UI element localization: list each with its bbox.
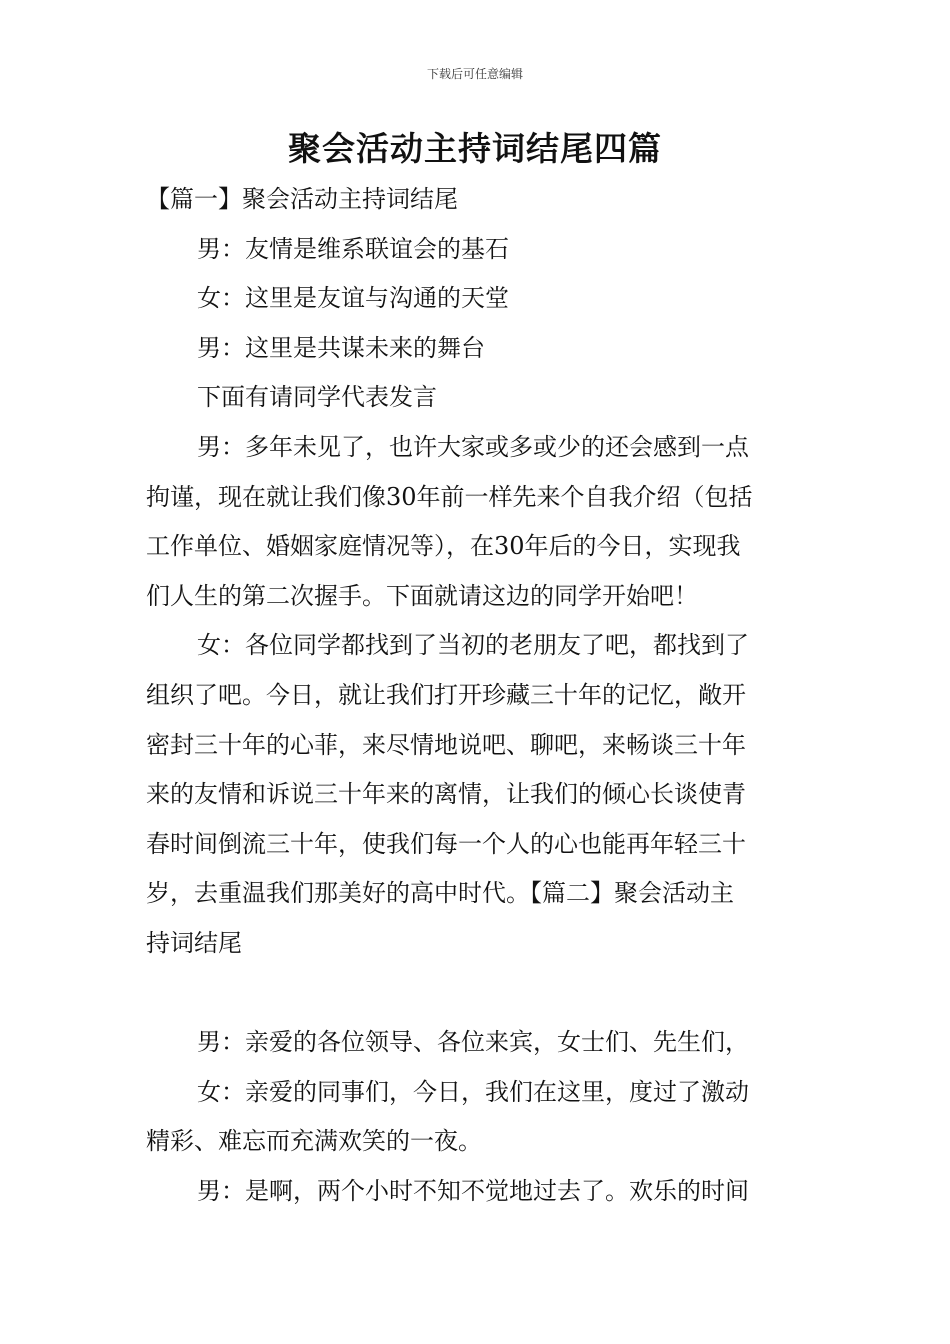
page-header-note: 下载后可任意编辑 xyxy=(426,67,523,81)
section-heading: 【篇一】聚会活动主持词结尾 xyxy=(146,185,458,213)
paragraph-line: 来的友情和诉说三十年来的离情，让我们的倾心长谈使青 xyxy=(146,780,746,809)
paragraph-gap xyxy=(146,969,812,1019)
dialogue-line: 女：亲爱的同事们，今日，我们在这里，度过了激动 xyxy=(197,1077,749,1106)
paragraph-line: 工作单位、婚姻家庭情况等），在30年后的今日，实现我 xyxy=(146,532,741,561)
paragraph-line: 男：多年未见了，也许大家或多或少的还会感到一点 xyxy=(197,432,749,461)
document-title: 聚会活动主持词结尾四篇 xyxy=(288,129,662,168)
paragraph-line: 春时间倒流三十年，使我们每一个人的心也能再年轻三十 xyxy=(146,829,746,858)
dialogue-line: 女：这里是友谊与沟通的天堂 xyxy=(197,284,509,313)
paragraph-line: 密封三十年的心菲，来尽情地说吧、聊吧，来畅谈三十年 xyxy=(146,730,746,759)
dialogue-line: 男：友情是维系联谊会的基石 xyxy=(197,234,509,263)
paragraph-line: 精彩、难忘而充满欢笑的一夜。 xyxy=(146,1127,482,1156)
dialogue-line: 男：是啊，两个小时不知不觉地过去了。欢乐的时间 xyxy=(197,1176,749,1205)
paragraph-line: 组织了吧。今日，就让我们打开珍藏三十年的记忆，敞开 xyxy=(146,680,746,709)
paragraph-line: 女：各位同学都找到了当初的老朋友了吧，都找到了 xyxy=(197,631,749,660)
paragraph-line: 拘谨，现在就让我们像30年前一样先来个自我介绍（包括 xyxy=(146,482,753,511)
paragraph-line: 持词结尾 xyxy=(146,928,242,957)
paragraph-line: 下面有请同学代表发言 xyxy=(197,383,437,412)
paragraph-line: 们人生的第二次握手。下面就请这边的同学开始吧！ xyxy=(146,581,698,610)
dialogue-line: 男：亲爱的各位领导、各位来宾，女士们、先生们， xyxy=(197,1028,749,1057)
paragraph-line: 岁，去重温我们那美好的高中时代。【篇二】聚会活动主 xyxy=(146,879,734,908)
dialogue-line: 男：这里是共谋未来的舞台 xyxy=(197,333,485,362)
document-body xyxy=(146,175,812,1216)
